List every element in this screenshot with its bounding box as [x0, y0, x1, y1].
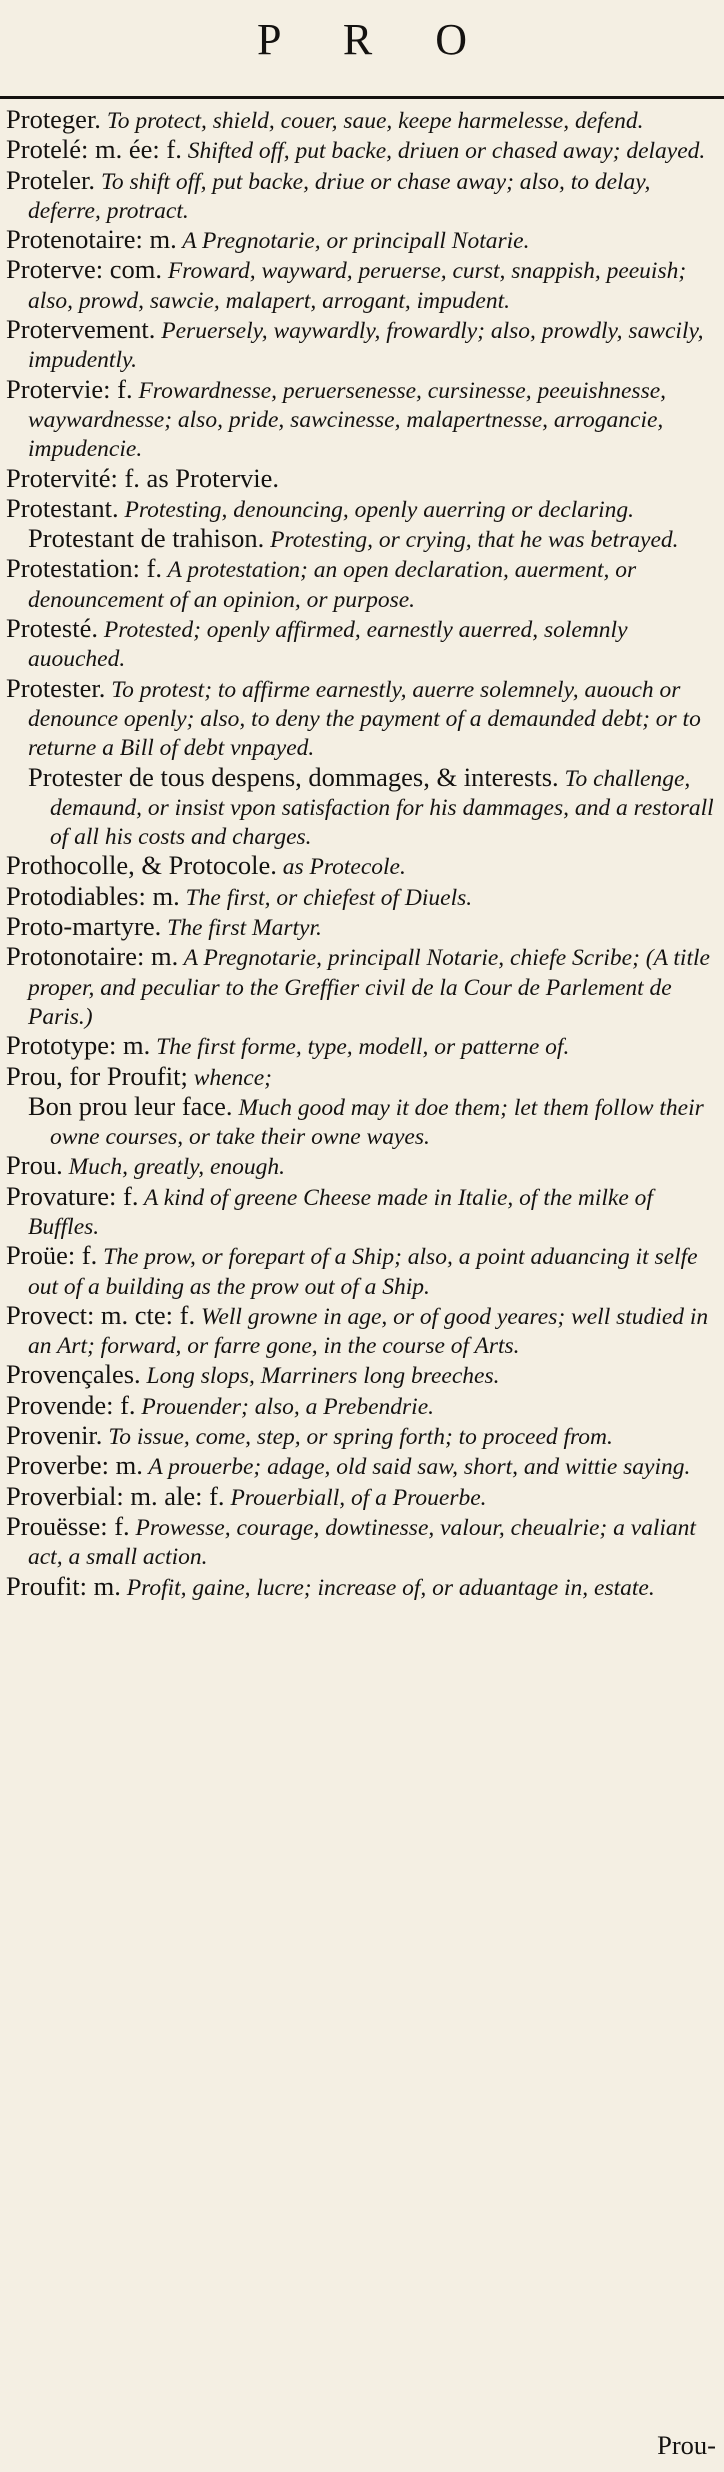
- headword: Proufit: m.: [6, 1570, 121, 1601]
- dictionary-entry: [6, 880, 718, 912]
- gloss: Protesting, or crying, that he was betrayed.: [264, 527, 679, 554]
- dictionary-entry: [6, 615, 718, 674]
- dictionary-entry: [6, 1422, 718, 1451]
- dictionary-entry: [6, 106, 718, 135]
- gloss: The prow, or forepart of a Ship; also, a point aduancing it selfe out of a building as the prow out of a Ship.: [28, 1244, 698, 1300]
- dictionary-entry: [6, 1060, 718, 1092]
- headword: Protelé: m. ée: f.: [6, 134, 182, 165]
- headword: Protester.: [6, 672, 106, 703]
- headword: Provende: f.: [6, 1389, 136, 1420]
- gloss: To issue, come, step, or spring forth; to proceed from.: [102, 1424, 613, 1451]
- gloss: To shift off, put backe, driue or chase away; also, to delay, deferre, protract.: [28, 168, 651, 224]
- sub-entry: [28, 1090, 718, 1152]
- dictionary-entry: [6, 555, 718, 614]
- dictionary-entry: [6, 1180, 718, 1242]
- headword: Provenir.: [6, 1420, 103, 1451]
- dictionary-entry: [6, 136, 718, 165]
- headword: Protester de tous despens, dommages, & interests.: [28, 761, 559, 792]
- gloss: A protestation; an open declaration, auerment, or denouncement of an opinion, or purpose.: [28, 557, 637, 613]
- headword: Protestant de trahison.: [28, 523, 265, 554]
- header-rule: [0, 96, 724, 99]
- gloss: To challenge, demaund, or insist vpon satisfaction for his dammages, and a restorall of all his costs and charges.: [50, 765, 714, 851]
- dictionary-entry: [6, 1032, 718, 1061]
- dictionary-entry: [6, 256, 718, 315]
- sub-entry: [28, 761, 718, 852]
- dictionary-entry: [6, 1242, 718, 1301]
- dictionary-entry: [6, 1299, 718, 1361]
- headword: Protesté.: [6, 613, 98, 644]
- headword: Proverbial: m. ale: f.: [6, 1480, 225, 1511]
- headword: Protonotaire: m.: [6, 941, 179, 972]
- dictionary-entry: [6, 164, 718, 226]
- gloss: Protesting, denouncing, openly auerring or declaring.: [118, 496, 635, 523]
- catchword: Prou-: [657, 2430, 716, 2460]
- dictionary-entry: [6, 672, 718, 763]
- gloss: A prouerbe; adage, old said saw, short, and wittie saying.: [142, 1454, 691, 1481]
- gloss: Prowesse, courage, dowtinesse, valour, cheualrie; a valiant act, a small action.: [28, 1514, 696, 1571]
- dictionary-entry: [6, 1510, 718, 1572]
- gloss: Prouerbiall, of a Prouerbe.: [224, 1484, 487, 1511]
- gloss: as Protecole.: [276, 854, 406, 881]
- headword: Provençales.: [6, 1359, 141, 1390]
- headword: Protervité: f. as Protervie.: [6, 462, 280, 493]
- headword: Protestation: f.: [6, 553, 163, 584]
- dictionary-entry: [6, 373, 718, 464]
- headword: Protestant.: [6, 492, 119, 523]
- dictionary-entry: [6, 1152, 718, 1181]
- headword: Provature: f.: [6, 1180, 139, 1211]
- dictionary-entry: [6, 1570, 718, 1602]
- headword: Provect: m. cte: f.: [6, 1299, 196, 1330]
- headword: Prouësse: f.: [6, 1510, 130, 1541]
- headword: Prou, for Proufit;: [6, 1060, 188, 1091]
- dictionary-entry: [6, 1452, 718, 1481]
- sub-entry: [28, 525, 718, 554]
- headword: Proüe: f.: [6, 1240, 98, 1271]
- gloss: The first, or chiefest of Diuels.: [179, 884, 473, 911]
- dictionary-entry: [6, 462, 718, 494]
- gloss: To protect, shield, couer, saue, keepe harmelesse, defend.: [100, 108, 644, 134]
- gloss: The first forme, type, modell, or patterne of.: [150, 1034, 570, 1061]
- gloss: Much, greatly, enough.: [62, 1154, 286, 1181]
- gloss: Prouender; also, a Prebendrie.: [135, 1393, 435, 1420]
- gloss: whence;: [187, 1064, 272, 1091]
- headword: Prou.: [6, 1150, 63, 1181]
- gloss: To protest; to affirme earnestly, auerre solemnely, auouch or denounce openly; also, to deny the payment of a demaunded debt; or to returne a Bill of debt vnpayed.: [28, 676, 701, 762]
- dictionary-entry: [6, 1361, 718, 1390]
- gloss: Profit, gaine, lucre; increase of, or aduantage in, estate.: [120, 1574, 655, 1601]
- dictionary-entry: [6, 316, 718, 375]
- headword: Proto-martyre.: [6, 911, 162, 942]
- headword: Proteler.: [6, 164, 96, 195]
- dictionary-entry: [6, 943, 718, 1031]
- headword: Prothocolle, & Protocole.: [6, 850, 277, 881]
- headword: Protervie: f.: [6, 373, 133, 404]
- dictionary-entry: [6, 226, 718, 255]
- headword: Protervement.: [6, 314, 156, 345]
- gloss: Shifted off, put backe, driuen or chased away; delayed.: [181, 138, 706, 165]
- dictionary-entries: [6, 106, 718, 1603]
- gloss: Froward, wayward, peruerse, curst, snappish, peeuish; also, prowd, sawcie, malapert, arrogant, impudent.: [28, 258, 687, 314]
- headword: Protenotaire: m.: [6, 224, 177, 255]
- dictionary-entry: [6, 913, 718, 942]
- running-head: P R O: [257, 15, 493, 64]
- gloss: Peruersely, waywardly, frowardly; also, prowdly, sawcily, impudently.: [28, 318, 704, 374]
- gloss: Well growne in age, or of good yeares; well studied in an Art; forward, or farre gone, in the course of Arts.: [28, 1303, 709, 1360]
- headword: Proteger.: [6, 104, 101, 134]
- gloss: The first Martyr.: [161, 915, 322, 942]
- headword: Protodiables: m.: [6, 880, 180, 911]
- page-header: [0, 0, 724, 86]
- gloss: Much good may it doe them; let them follow their owne courses, or take their owne wayes.: [50, 1094, 704, 1151]
- gloss: Long slops, Marriners long breeches.: [140, 1363, 500, 1390]
- headword: Proverbe: m.: [6, 1450, 143, 1481]
- dictionary-entry: [6, 1389, 718, 1421]
- headword: Prototype: m.: [6, 1030, 151, 1061]
- dictionary-entry: [6, 852, 718, 881]
- gloss: A kind of greene Cheese made in Italie, of the milke of Buffles.: [28, 1184, 653, 1240]
- gloss: Protested; openly affirmed, earnestly auerred, solemnly auouched.: [28, 617, 628, 673]
- headword: Bon prou leur face.: [28, 1090, 233, 1121]
- gloss: A Pregnotarie, principall Notarie, chiefe Scribe; (A title proper, and peculiar to the Greffier civil de la Cour de Parlement de Paris.): [28, 945, 710, 1030]
- headword: Proterve: com.: [6, 254, 163, 285]
- dictionary-entry: [6, 492, 718, 524]
- gloss: A Pregnotarie, or principall Notarie.: [176, 228, 530, 255]
- gloss: Frowardnesse, peruersenesse, cursinesse, peeuishnesse, waywardnesse; also, pride, sawcinesse, malapertnesse, arrogancie, impudencie.: [28, 377, 667, 463]
- dictionary-entry: [6, 1480, 718, 1512]
